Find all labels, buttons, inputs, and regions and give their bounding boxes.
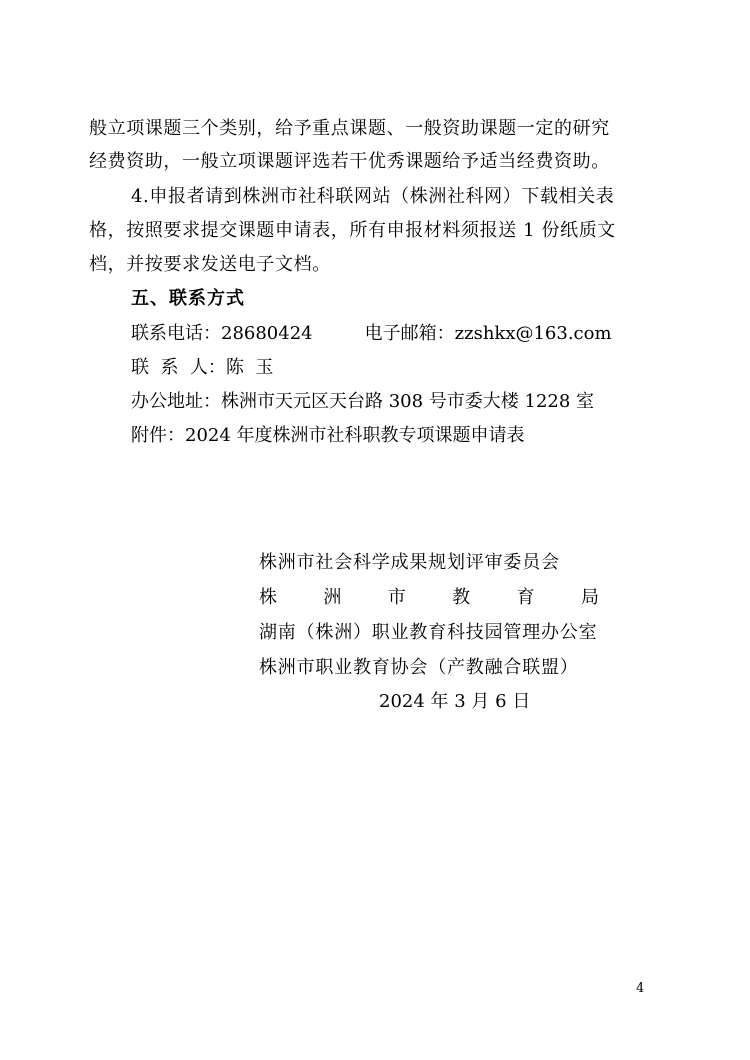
org-char: 株 (259, 587, 277, 608)
contact-phone-email-row (131, 325, 612, 343)
section-heading: 五、联系方式 (131, 288, 245, 309)
org-char: 洲 (323, 587, 342, 608)
contact-phone: 联系电话：28680424 (131, 323, 313, 344)
contact-address: 办公地址：株洲市天元区天台路 308 号市委大楼 1228 室 (131, 391, 595, 412)
body-text-line: 格，按照要求提交课题申请表，所有申报材料须报送 1 份纸质文 (89, 220, 616, 241)
signatory-org: 株洲市社会科学成果规划评审委员会 (259, 552, 560, 573)
contact-person: 联 系 人：陈 玉 (131, 357, 274, 378)
org-char: 市 (387, 587, 406, 608)
body-text-line: 经费资助，一般立项课题评选若干优秀课题给予适当经费资助。 (89, 151, 610, 172)
contact-email: 电子邮箱：zzshkx@163.com (364, 323, 612, 344)
body-text-line: 4.申报者请到株洲市社科联网站（株洲社科网）下载相关表 (131, 186, 615, 207)
signatory-org: 株洲市职业教育协会（产教融合联盟） (259, 657, 579, 678)
page-number: 4 (636, 981, 645, 996)
org-char: 教 (452, 587, 471, 608)
org-char: 育 (516, 587, 535, 608)
org-char: 局 (580, 587, 599, 608)
body-text-line: 般立项课题三个类别，给予重点课题、一般资助课题一定的研究 (89, 118, 610, 139)
body-text-line: 档，并按要求发送电子文档。 (89, 254, 331, 275)
document-date: 2024 年 3 月 6 日 (379, 691, 531, 712)
attachment-note: 附件：2024 年度株洲市社科职教专项课题申请表 (131, 425, 525, 446)
signatory-org: 湖南（株洲）职业教育科技园管理办公室 (259, 622, 598, 643)
signatory-org-spaced (259, 589, 599, 607)
